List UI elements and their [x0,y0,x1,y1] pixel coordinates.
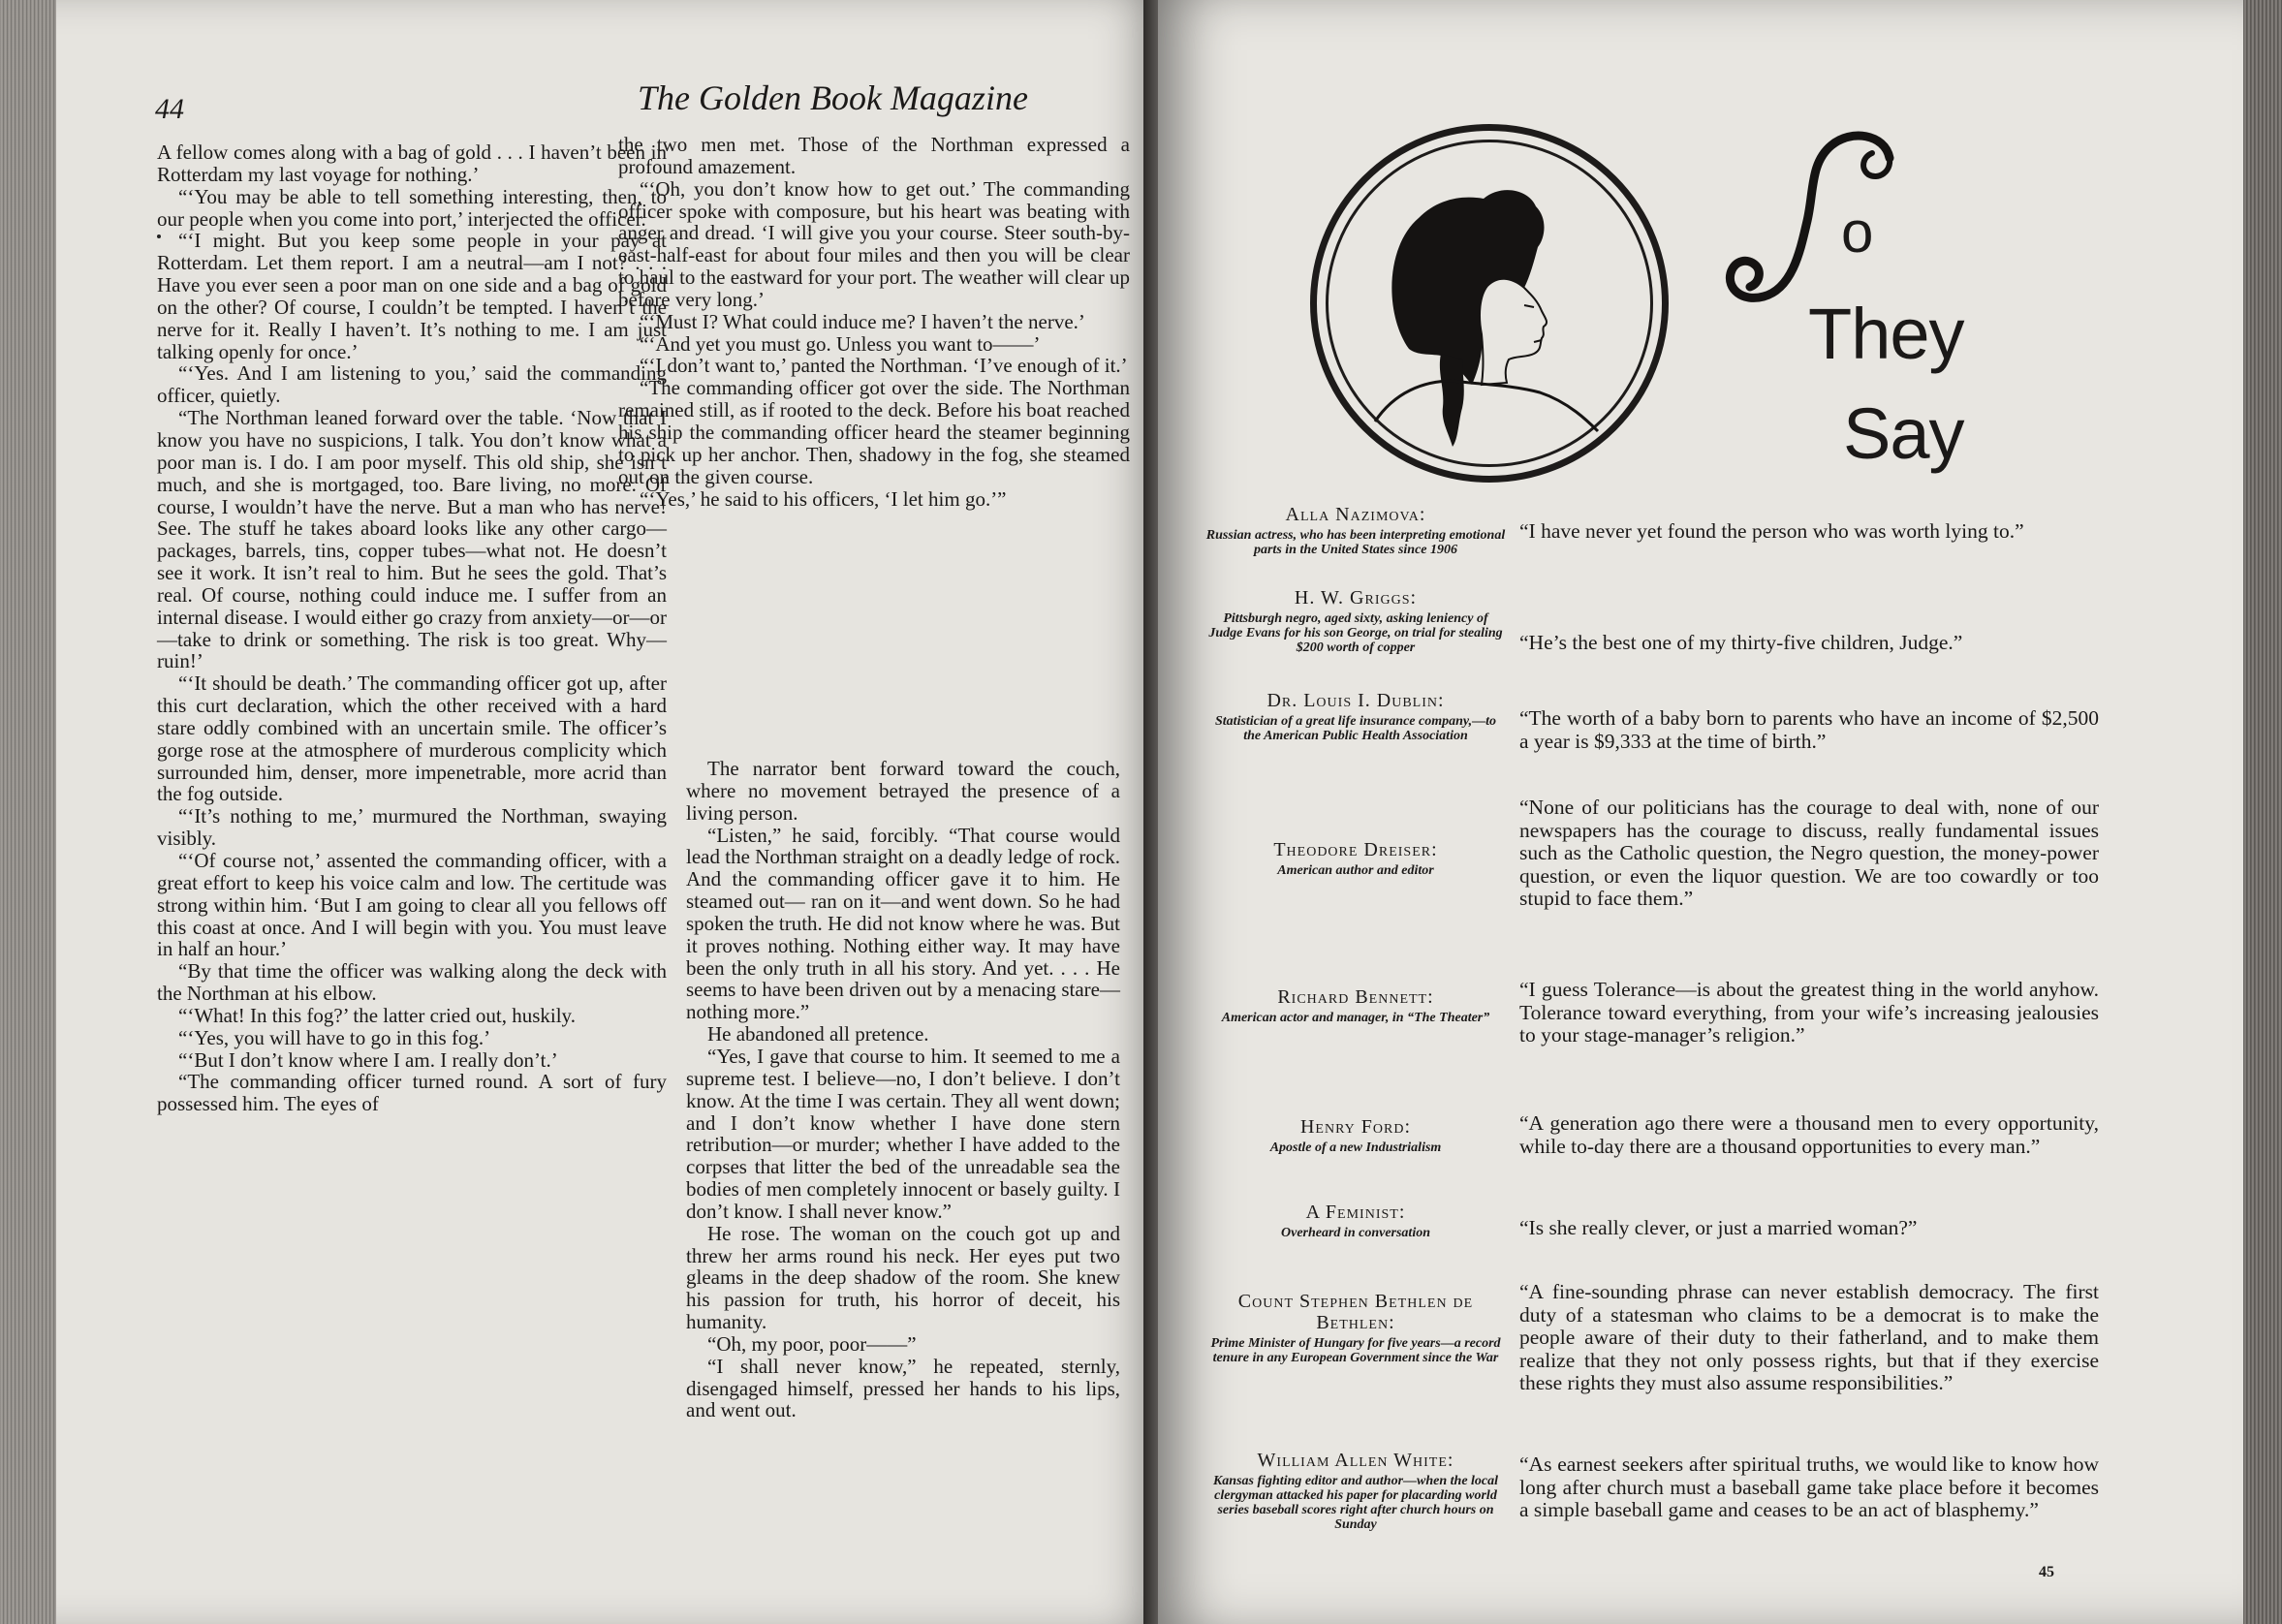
paragraph: “‘You may be able to tell something interesting, then, to our people when you come into port,’ interjected the officer. [157,184,667,231]
quote: “The worth of a baby born to parents who have an income of $2,500 a year is $9,333 at the time of birth.” [1519,706,2099,753]
paragraph: “‘Of course not,’ assented the commanding officer, with a great effort to keep his voice calm and low. The certitude was strong within him. ‘But I am going to clear all you fellows off this coast at once. And I will begin with you. You must leave in half an hour.’ [157,849,667,961]
left-column-2-bottom [686,758,1120,1421]
paragraph: “‘Yes. And I am listening to you,’ said the commanding officer, quietly. [157,361,667,408]
quote: “I guess Tolerance—is about the greatest thing in the world anyhow. Tolerance toward everything, from your wife’s increasing jealousies to your stage-manager’s religion.” [1519,978,2099,1047]
quote: “Is she really clever, or just a married woman?” [1519,1216,1918,1239]
speaker-entry [1205,690,1506,743]
speaker-name: A Feminist: [1305,1202,1406,1223]
page-number-left: 44 [155,93,184,125]
paragraph: The narrator bent forward toward the couch, where no movement betrayed the presence of a living person. [686,757,1120,825]
title-line-o: o [1841,200,1874,265]
paragraph: “The commanding officer got over the side. The Northman remained still, as if rooted to the deck. Before his boat reached his ship the commanding officer heard the steamer beginning to pick up her anchor. Then, shadowy in the fog, she steamed out on the given course. [618,376,1130,488]
paragraph: “‘And yet you must go. Unless you want to——’ [640,331,1041,356]
speaker-entry [1205,839,1506,878]
speaker-entry [1205,1116,1506,1155]
speaker-description: American author and editor [1277,863,1434,878]
speaker-name: Alla Nazimova: [1285,504,1426,525]
book-page-edges-right [2243,0,2282,1624]
paragraph: “Yes, I gave that course to him. It seemed to me a supreme test. I believe—no, I don’t believe. I don’t know. At the time I was certain. They all went down; and I don’t know whether I have done stern retribution—or murder; whether I have added to the corpses that litter the bed of the unreadable sea the bodies of men completely innocent or basely guilty. I don’t know. I shall never know.” [686,1044,1120,1223]
paragraph: “‘Yes, you will have to go in this fog.’ [178,1025,491,1049]
paragraph: A fellow comes along with a bag of gold . . . I haven’t been in Rotterdam my last voyage for nothing.’ [157,141,667,186]
quote: “As earnest seekers after spiritual truths, we would like to know how long after church must a baseball game take place before it becomes a simple baseball game and ceases to be an act of blasphemy.” [1519,1452,2099,1522]
quote: “None of our politicians has the courage to deal with, none of our newspapers has the courage to discuss, really fundamental issues such as the Catholic question, the Negro question, the money-power question, or even the liquor question. We are too cowardly or too stupid to face them.” [1519,796,2099,911]
speaker-name: William Allen White: [1257,1450,1454,1471]
speaker-description: Kansas fighting editor and author—when the local clergyman attacked his paper for placarding world series baseball scores right after church hours on Sunday [1212,1474,1499,1532]
speaker-name: Theodore Dreiser: [1273,839,1438,860]
title-line-say: Say [1843,393,1964,474]
paragraph: “Listen,” he said, forcibly. “That course would lead the Northman straight on a deadly ledge of rock. And the commanding officer gave it to him. He steamed out— ran on it—and went down. So he had spoken the truth. He did not know where he was. But it proves nothing. Nothing either way. It may have been the only truth in all his story. And yet. . . . He seems to have been driven out by a menacing stare—nothing more.” [686,823,1120,1024]
speaker-entry [1205,504,1506,557]
speaker-name: Richard Bennett: [1277,986,1434,1008]
paragraph: “The Northman leaned forward over the table. ‘Now that I know you have no suspicions, I talk. You don’t know what a poor man is. I do. I am poor myself. This old ship, she isn’t much, and she is mortgaged, too. Bare living, no more. Of course, I wouldn’t have the nerve. But a man who has nerve! See. The stuff he takes aboard looks like any other cargo—packages, barrels, tins, copper tubes—what not. He doesn’t see it work. It isn’t real to him. But he sees the gold. That’s real. Of course, nothing could induce me. I suffer from an internal disease. I would either go crazy from anxiety—or—or—take to drink or something. The risk is too great. Why—ruin!’ [157,406,667,673]
paragraph: He abandoned all pretence. [707,1022,929,1046]
quote: “A fine-sounding phrase can never establish democracy. The first duty of a statesman who claims to be a democrat is to make the people aware of their duty to their fatherland, and to make them realize that they not only possess rights, but that if they exercise these rights they must also assume responsibilities.” [1519,1280,2099,1395]
paragraph: “‘It’s nothing to me,’ murmured the Northman, swaying visibly. [157,804,667,851]
speaker-entry [1205,1202,1506,1240]
title-line-they: They [1808,294,1964,374]
paragraph: “I shall never know,” he repeated, sternly, disengaged himself, pressed her hands to his lips, and went out. [686,1354,1120,1422]
paragraph: “‘I might. But you keep some people in your pay at Rotterdam. Let them report. I am a neutral—am I not? . . . Have you ever seen a poor man on one side and a bag of gold on the other? Of course, I couldn’t be tempted. I haven’t the nerve for it. Really I haven’t. It’s nothing to me. I am just talking openly for once.’ [157,229,667,363]
speaker-description: Prime Minister of Hungary for five years—a record tenure in any European Government since the War [1210,1336,1501,1365]
paragraph: He rose. The woman on the couch got up and threw her arms round his neck. Her eyes put two gleams in the deep shadow of the room. She knew his passion for truth, his horror of deceit, his humanity. [686,1221,1120,1334]
speaker-entry [1205,986,1506,1025]
quote: “A generation ago there were a thousand men to every opportunity, while to-day there are a thousand opportunities to every man.” [1519,1111,2099,1158]
paragraph: “‘Oh, you don’t know how to get out.’ The commanding officer spoke with composure, but his heart was beating with anger and dread. ‘I will give you your course. Steer south-by-east-half-east for about four miles and then you will be clear to haul to the eastward for your port. The weather will clear up before very long.’ [618,176,1130,311]
speaker-name: Henry Ford: [1299,1116,1412,1138]
speaker-name: Dr. Louis I. Dublin: [1266,690,1445,711]
paragraph: “‘What! In this fog?’ the latter cried out, huskily. [178,1003,576,1027]
speaker-entry [1205,1291,1506,1365]
paragraph: “‘Yes,’ he said to his officers, ‘I let him go.’” [640,486,1007,511]
speaker-entry [1205,1450,1506,1532]
speaker-description: Statistician of a great life insurance company,—to the American Public Health Association [1215,714,1496,743]
paragraph: “Oh, my poor, poor——” [707,1331,917,1356]
speaker-name: Count Stephen Bethlen de Bethlen: [1237,1291,1474,1333]
running-head: The Golden Book Magazine [638,78,1028,117]
speaker-description: Apostle of a new Industrialism [1269,1140,1442,1155]
speaker-description: Russian actress, who has been interpreting emotional parts in the United States since 1906 [1205,528,1506,557]
book-page-edges-left [0,0,58,1624]
paragraph: “‘It should be death.’ The commanding officer got up, after this curt declaration, which the other received with a hard stare oddly combined with an uncertain smile. The officer’s gorge rose at the atmosphere of murderous complicity which surrounded him, denser, more impenetrable, more acrid than the fog outside. [157,671,667,806]
left-column-1 [157,141,667,1115]
paragraph: “‘Must I? What could induce me? I haven’t the nerve.’ [640,309,1085,333]
paragraph: “‘But I don’t know where I am. I really don’t.’ [178,1047,558,1072]
quote: “He’s the best one of my thirty-five children, Judge.” [1519,631,1963,654]
speaker-description: American actor and manager, in “The Theater” [1221,1011,1490,1025]
speaker-name: H. W. Griggs: [1294,587,1418,609]
page-number-right: 45 [2039,1564,2054,1580]
paragraph: the two men met. Those of the Northman expressed a profound amazement. [618,133,1130,178]
portrait-medallion [1310,124,1669,483]
paragraph: “‘I don’t want to,’ panted the Northman. ‘I’ve enough of it.’ [640,354,1128,378]
ink-speck [157,234,161,238]
speaker-entry [1205,587,1506,655]
paragraph: “The commanding officer turned round. A sort of fury possessed him. The eyes of [157,1070,667,1116]
paragraph: “By that time the officer was walking along the deck with the Northman at his elbow. [157,959,667,1006]
speaker-description: Pittsburgh negro, aged sixty, asking leniency of Judge Evans for his son George, on trial for stealing $200 worth of copper [1208,611,1503,655]
quote: “I have never yet found the person who was worth lying to.” [1519,519,2024,543]
woman-profile-silhouette-icon [1317,131,1662,476]
speaker-description: Overheard in conversation [1281,1226,1430,1240]
left-column-2-top [618,134,1130,510]
